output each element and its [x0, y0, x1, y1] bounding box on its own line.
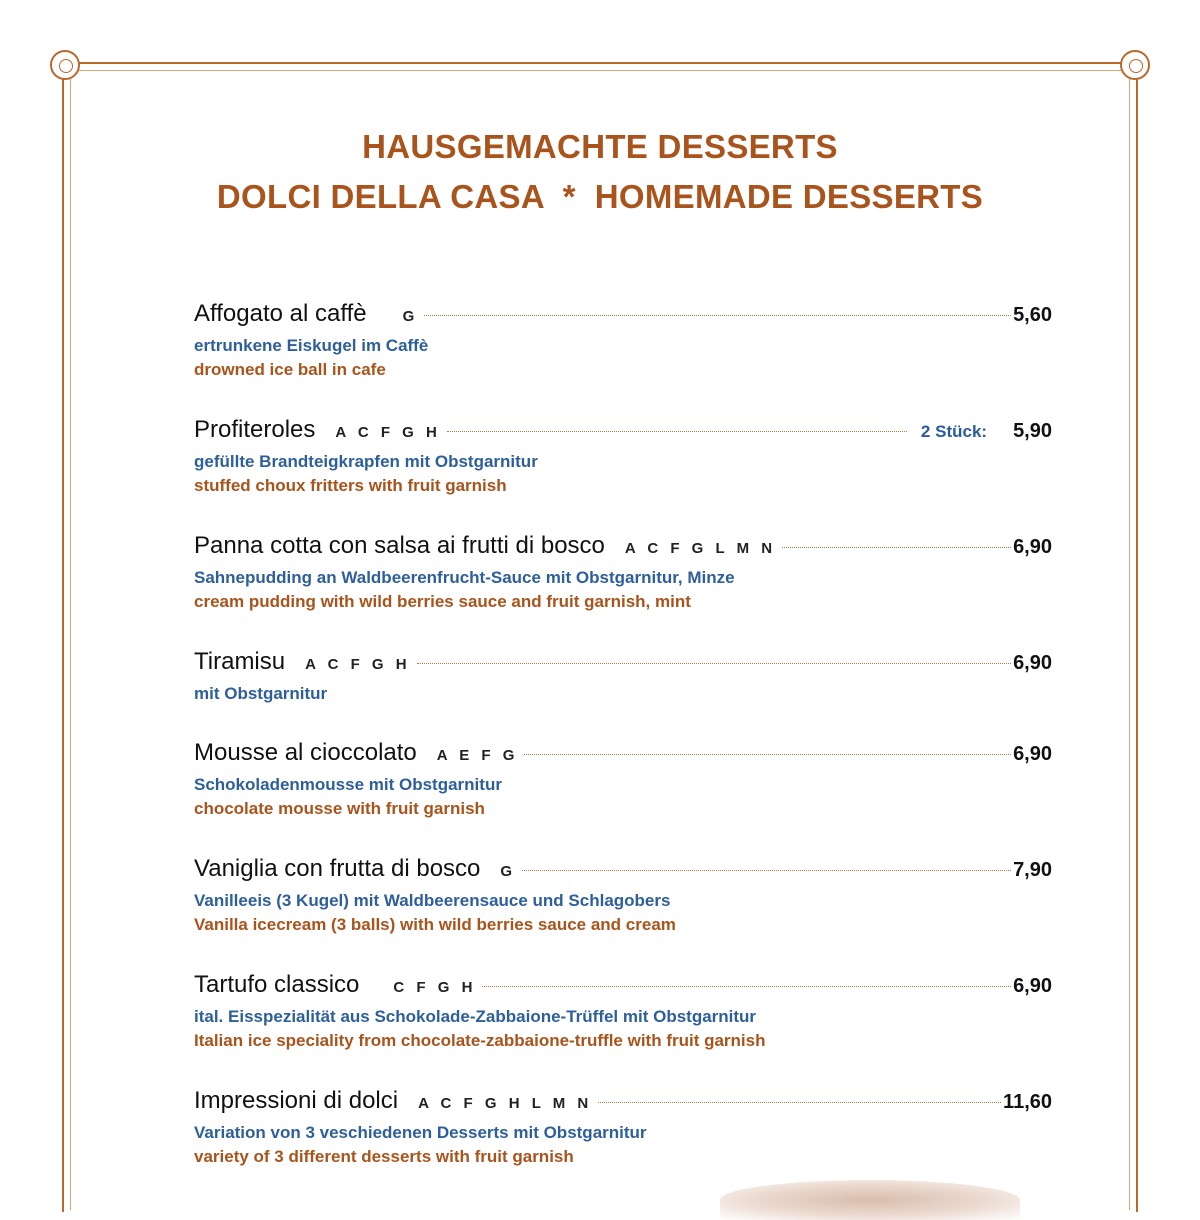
item-price: 6,90 — [1013, 652, 1052, 674]
dotted-leader — [522, 870, 1011, 871]
item-portion-note: 2 Stück: — [920, 422, 988, 441]
menu-item-impressioni — [194, 1087, 1052, 1171]
menu-item-tartufo — [194, 971, 1052, 1055]
item-description-english: drowned ice ball in cafe — [194, 360, 386, 379]
dotted-leader — [782, 547, 1011, 548]
item-description-english: stuffed choux fritters with fruit garnish — [194, 476, 507, 495]
dotted-leader — [447, 431, 907, 432]
item-description-german: ertrunkene Eiskugel im Caffè — [194, 336, 429, 355]
corner-ornament-right-icon — [1120, 50, 1150, 80]
item-name: Tiramisu — [194, 648, 286, 675]
item-name: Panna cotta con salsa ai frutti di bosco — [194, 532, 605, 559]
menu-item-tiramisu — [194, 648, 1052, 708]
item-description-english: Italian ice speciality from chocolate-zabbaione-truffle with fruit garnish — [194, 1031, 766, 1050]
item-description-german: Variation von 3 veschiedenen Desserts mit Obstgarnitur — [194, 1123, 647, 1142]
item-allergens: A C F G H L M N — [418, 1095, 593, 1112]
item-allergens: C F G H — [393, 979, 477, 996]
menu-title-italian-english: DOLCI DELLA CASA * HOMEMADE DESSERTS — [216, 178, 984, 215]
menu-item-affogato — [194, 300, 1052, 384]
item-name: Mousse al cioccolato — [194, 739, 417, 766]
item-price: 5,60 — [1013, 304, 1052, 326]
dessert-photo-partial — [720, 1180, 1020, 1220]
item-description-german: mit Obstgarnitur — [194, 684, 328, 703]
item-price: 7,90 — [1013, 859, 1052, 881]
item-name: Tartufo classico — [194, 971, 360, 998]
item-description-english: Vanilla icecream (3 balls) with wild berries sauce and cream — [194, 915, 676, 934]
item-price: 6,90 — [1013, 536, 1052, 558]
item-name: Vaniglia con frutta di bosco — [194, 855, 481, 882]
item-allergens: G — [402, 308, 419, 325]
item-description-english: cream pudding with wild berries sauce and fruit garnish, mint — [194, 592, 691, 611]
item-description-german: ital. Eisspezialität aus Schokolade-Zabbaione-Trüffel mit Obstgarnitur — [194, 1007, 757, 1026]
item-description-english: variety of 3 different desserts with fruit garnish — [194, 1147, 574, 1166]
menu-item-profiteroles — [194, 416, 1052, 500]
menu-item-panna-cotta — [194, 532, 1052, 616]
dotted-leader — [482, 986, 1011, 987]
menu-item-mousse — [194, 739, 1052, 823]
item-price: 6,90 — [1013, 743, 1052, 765]
item-name: Affogato al caffè — [194, 300, 367, 327]
item-name: Profiteroles — [194, 416, 316, 443]
corner-ornament-left-icon — [50, 50, 80, 80]
item-name: Impressioni di dolci — [194, 1087, 399, 1114]
item-description-english: chocolate mousse with fruit garnish — [194, 799, 485, 818]
menu-title-german: HAUSGEMACHTE DESSERTS — [362, 128, 838, 165]
item-allergens: A C F G H — [335, 424, 441, 441]
item-price: 5,90 — [1013, 420, 1052, 442]
item-allergens: G — [500, 863, 517, 880]
item-price: 6,90 — [1013, 975, 1052, 997]
dotted-leader — [524, 754, 1011, 755]
item-allergens: A E F G — [436, 747, 519, 764]
item-allergens: A C F G L M N — [624, 540, 777, 557]
item-description-german: Vanilleeis (3 Kugel) mit Waldbeerensauce und Schlagobers — [194, 891, 671, 910]
dotted-leader — [424, 315, 1011, 316]
item-description-german: Schokoladenmousse mit Obstgarnitur — [194, 775, 502, 794]
item-description-german: Sahnepudding an Waldbeerenfrucht-Sauce mit Obstgarnitur, Minze — [194, 568, 735, 587]
dotted-leader — [417, 663, 1011, 664]
item-price: 11,60 — [1003, 1091, 1052, 1113]
item-description-german: gefüllte Brandteigkrapfen mit Obstgarnitur — [194, 452, 538, 471]
item-allergens: A C F G H — [305, 656, 411, 673]
menu-item-vaniglia — [194, 855, 1052, 939]
dotted-leader — [598, 1102, 1001, 1103]
